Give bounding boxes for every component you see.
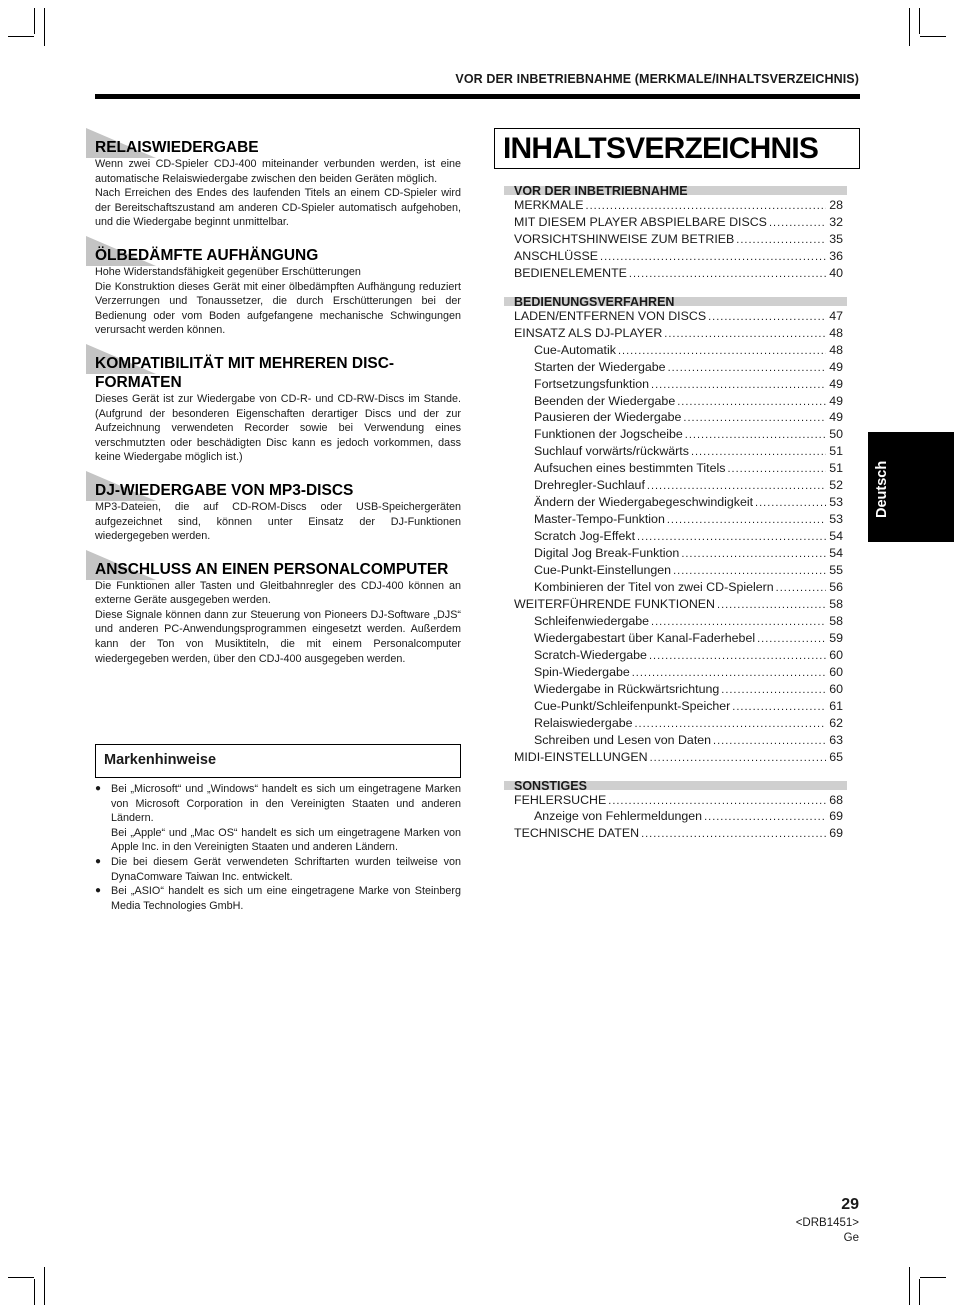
toc-entry-label: TECHNISCHE DATEN xyxy=(514,826,640,841)
language-tab xyxy=(868,432,954,542)
toc-entry xyxy=(514,249,843,266)
toc-entry xyxy=(514,326,843,343)
toc-group xyxy=(514,293,843,767)
feature-paragraph: Nach Erreichen des Endes des laufenden Titels an einem CD-Spieler wird der Bereitschaftszustand am anderen CD-Spieler automatisch aufgehoben, und die Wiedergabe beginnt unmittelbar. xyxy=(95,187,461,229)
toc-group-heading xyxy=(514,777,843,791)
toc-entry-label: Aufsuchen eines bestimmten Titels xyxy=(534,461,726,476)
trademark-text: Bei „Apple“ und „Mac OS“ handelt es sich um eingetragene Marken von Apple Inc. in den Vereinigten Staaten und anderen Ländern. xyxy=(111,826,461,854)
toc-entry xyxy=(514,793,843,810)
toc-entry-label: ANSCHLÜSSE xyxy=(514,248,599,263)
toc-title-box xyxy=(494,128,860,169)
trademark-item xyxy=(95,884,461,913)
crop-mark xyxy=(920,1277,946,1278)
toc-title: INHALTSVERZEICHNIS xyxy=(503,132,819,165)
toc-group-heading xyxy=(514,293,843,307)
toc-entry xyxy=(514,665,843,682)
toc-entry xyxy=(514,394,843,411)
crop-mark xyxy=(909,1267,910,1305)
toc-entry xyxy=(514,682,843,699)
toc-entry-page: 62 xyxy=(829,715,843,730)
trademarks-box xyxy=(95,744,461,778)
dot-leader xyxy=(691,444,826,461)
toc-entry-label: Scratch-Wiedergabe xyxy=(534,647,647,662)
toc-entry xyxy=(514,198,843,215)
toc-entry-label: Suchlauf vorwärts/rückwärts xyxy=(534,444,689,459)
trademark-item xyxy=(95,782,461,826)
dot-leader xyxy=(708,309,826,326)
toc-entry-label: WEITERFÜHRENDE FUNKTIONEN xyxy=(514,596,716,611)
toc-entry-page: 48 xyxy=(829,325,843,340)
toc-entry xyxy=(514,427,843,444)
page-number: 29 xyxy=(841,1196,859,1213)
toc-group xyxy=(514,182,843,283)
toc-entry-page: 35 xyxy=(829,231,843,246)
toc-entry-label: Pausieren der Wiedergabe xyxy=(534,410,682,425)
toc-entry-page: 68 xyxy=(829,792,843,807)
toc-entry-label: FEHLERSUCHE xyxy=(514,792,607,807)
toc-entry-label: Drehregler-Suchlauf xyxy=(534,478,645,493)
toc-entry-page: 47 xyxy=(829,308,843,323)
toc-entry-label: LADEN/ENTFERNEN VON DISCS xyxy=(514,308,707,323)
toc-entry xyxy=(514,377,843,394)
toc-entry xyxy=(514,750,843,767)
dot-leader xyxy=(757,631,826,648)
toc-group-title: BEDIENUNGSVERFAHREN xyxy=(514,294,675,309)
toc-entry-page: 69 xyxy=(829,809,843,824)
feature-heading: KOMPATIBILITÄT MIT MEHREREN DISC-FORMATEN xyxy=(95,354,395,391)
toc-entry xyxy=(514,232,843,249)
toc-entry xyxy=(514,266,843,283)
toc-entry-page: 69 xyxy=(829,826,843,841)
doc-code: <DRB1451> xyxy=(795,1217,859,1229)
toc-entry-page: 53 xyxy=(829,495,843,510)
toc-entry xyxy=(514,716,843,733)
trademark-text: Bei „Microsoft“ und „Windows“ handelt es sich um eingetragene Marken von Microsoft Corporation in den Vereinigten Staaten und anderen Ländern. xyxy=(111,783,461,825)
toc-entry-label: MERKMALE xyxy=(514,198,584,212)
toc-entry-page: 49 xyxy=(829,393,843,408)
dot-leader xyxy=(649,648,826,665)
toc-entry xyxy=(514,648,843,665)
toc-entry-label: Scratch Jog-Effekt xyxy=(534,529,636,544)
features-column xyxy=(95,128,461,672)
dot-leader xyxy=(664,326,826,343)
toc-entry xyxy=(514,563,843,580)
toc-entry-page: 32 xyxy=(829,214,843,229)
toc-entry-label: EINSATZ ALS DJ-PLAYER xyxy=(514,325,663,340)
toc-entry-page: 48 xyxy=(829,342,843,357)
feature-paragraph: MP3-Dateien, die auf CD-ROM-Discs oder USB-Speichergeräten aufgezeichnet sind, können unter Einsatz der DJ-Funktionen wiedergegeben werden. xyxy=(95,500,461,543)
toc-entry-page: 49 xyxy=(829,359,843,374)
toc-entry-page: 65 xyxy=(829,749,843,764)
toc-entry xyxy=(514,360,843,377)
toc-entry xyxy=(514,478,843,495)
header-rule xyxy=(95,94,860,99)
trademark-text: Bei „ASIO“ handelt es sich um eine eingetragene Marke von Steinberg Media Technologies GmbH. xyxy=(111,885,461,912)
toc-entry xyxy=(514,529,843,546)
toc-entry-page: 58 xyxy=(829,613,843,628)
dot-leader xyxy=(732,699,826,716)
toc-entry-label: Schreiben und Lesen von Daten xyxy=(534,732,712,747)
toc-group-heading xyxy=(514,182,843,196)
feature-heading: ÖLBEDÄMFTE AUFHÄNGUNG xyxy=(95,246,319,264)
dot-leader xyxy=(650,750,826,767)
dot-leader xyxy=(704,809,826,826)
toc-entry-label: Kombinieren der Titel von zwei CD-Spielern xyxy=(534,580,774,595)
dot-leader xyxy=(651,614,826,631)
toc-entry xyxy=(514,597,843,614)
feature-paragraph: Hohe Widerstandsfähigkeit gegenüber Erschütterungen xyxy=(95,265,361,278)
toc-entry-label: Spin-Wiedergabe xyxy=(534,664,630,679)
trademarks-title: Markenhinweise xyxy=(104,752,217,768)
dot-leader xyxy=(600,249,826,266)
bullet-icon: ● xyxy=(95,855,102,867)
toc-entry-label: Wiedergabestart über Kanal-Faderhebel xyxy=(534,630,756,645)
dot-leader xyxy=(651,377,826,394)
toc-entry-page: 52 xyxy=(829,478,843,493)
toc-entry-label: Wiedergabe in Rückwärtsrichtung xyxy=(534,681,720,696)
feature-section xyxy=(95,471,461,544)
dot-leader xyxy=(586,198,826,215)
doc-code-block xyxy=(796,1216,859,1246)
crop-mark xyxy=(8,1277,34,1278)
toc-entry xyxy=(514,631,843,648)
dot-leader xyxy=(632,665,826,682)
feature-paragraph: Diese Signale können dann zur Steuerung von Pioneers DJ-Software „DJS“ und anderen PC-Anwendungsprogrammen eingesetzt werden. Außerdem kann der Ton von Musiktiteln, die mit einem Personalcomputer wiedergegeben werden, über den CDJ-400 ausgegeben werden. xyxy=(95,608,461,665)
toc-entry-label: Fortsetzungsfunktion xyxy=(534,376,650,391)
toc-entry-page: 63 xyxy=(829,732,843,747)
toc-group-title: SONSTIGES xyxy=(514,778,587,793)
feature-paragraph: Die Konstruktion dieses Gerät mit einer ölbedämpften Aufhängung reduziert Verzerrungen und Tonaussetzer, die durch Erschütterungen bei der Bedienung oder vom Boden aufgefangene mechanische Schwingungen verursacht werden können. xyxy=(95,280,461,337)
toc-entry-page: 54 xyxy=(829,529,843,544)
crop-mark xyxy=(8,36,34,37)
toc-entry xyxy=(514,580,843,597)
feature-paragraph: Wenn zwei CD-Spieler CDJ-400 miteinander verbunden werden, ist eine automatische Relaiswiedergabe zwischen den beiden Geräten möglich. xyxy=(95,158,461,185)
toc-entry xyxy=(514,733,843,750)
toc-group-title: VOR DER INBETRIEBNAHME xyxy=(514,184,688,198)
running-header: VOR DER INBETRIEBNAHME (MERKMALE/INHALTSVERZEICHNIS) xyxy=(455,72,859,86)
toc-entry-label: Cue-Punkt/Schleifenpunkt-Speicher xyxy=(534,698,731,713)
toc-entry-label: Starten der Wiedergabe xyxy=(534,359,666,374)
crop-mark xyxy=(34,1279,35,1305)
feature-heading: DJ-WIEDERGABE VON MP3-DISCS xyxy=(95,481,354,499)
toc-entry-label: MIDI-EINSTELLUNGEN xyxy=(514,749,648,764)
toc-entry-page: 59 xyxy=(829,630,843,645)
dot-leader xyxy=(618,343,826,360)
toc-entry-page: 60 xyxy=(829,647,843,662)
toc-entry-page: 49 xyxy=(829,376,843,391)
feature-section xyxy=(95,550,461,667)
crop-mark xyxy=(919,1279,920,1305)
toc-entry xyxy=(514,826,843,843)
feature-paragraph: Dieses Gerät ist zur Wiedergabe von CD-R- und CD-RW-Discs im Stande. (Aufgrund der besonderen Eigenschaften derartiger Discs und der zur Aufzeichnung verwendeten Recorder sowie bei Verwendung eines verschmutzten oder beschädigten Disc kann es jedoch vorkommen, dass keine Wiedergabe möglich ist.) xyxy=(95,392,461,464)
dot-leader xyxy=(681,546,826,563)
bullet-icon: ● xyxy=(95,885,102,897)
trademarks-list xyxy=(95,782,461,913)
toc-entry-label: BEDIENELEMENTE xyxy=(514,265,627,280)
toc-entry-page: 55 xyxy=(829,563,843,578)
toc-entry-page: 28 xyxy=(829,198,843,212)
toc-entry-page: 36 xyxy=(829,248,843,263)
toc-entry-label: Anzeige von Fehlermeldungen xyxy=(534,809,703,824)
toc-entry xyxy=(514,410,843,427)
toc-entry xyxy=(514,343,843,360)
toc-entry xyxy=(514,512,843,529)
dot-leader xyxy=(721,682,826,699)
toc-group xyxy=(514,777,843,844)
dot-leader xyxy=(713,733,826,750)
toc-entry-page: 61 xyxy=(829,698,843,713)
dot-leader xyxy=(629,266,826,283)
toc-entry-label: Beenden der Wiedergabe xyxy=(534,393,676,408)
toc-entry-page: 51 xyxy=(829,444,843,459)
toc-entry xyxy=(514,309,843,326)
dot-leader xyxy=(727,461,826,478)
feature-section xyxy=(95,236,461,338)
crop-mark xyxy=(44,8,45,46)
toc-entry-page: 51 xyxy=(829,461,843,476)
feature-heading: ANSCHLUSS AN EINEN PERSONALCOMPUTER xyxy=(95,560,449,578)
toc-entry-page: 58 xyxy=(829,596,843,611)
toc-entry-label: Cue-Punkt-Einstellungen xyxy=(534,563,672,578)
dot-leader xyxy=(755,495,826,512)
dot-leader xyxy=(667,512,826,529)
trademark-item xyxy=(95,826,461,855)
crop-mark xyxy=(44,1267,45,1305)
trademark-item xyxy=(95,855,461,884)
dot-leader xyxy=(683,410,826,427)
crop-mark xyxy=(909,8,910,46)
dot-leader xyxy=(608,793,826,810)
toc-entry xyxy=(514,444,843,461)
dot-leader xyxy=(635,716,827,733)
dot-leader xyxy=(736,232,826,249)
dot-leader xyxy=(673,563,826,580)
dot-leader xyxy=(647,478,826,495)
dot-leader xyxy=(677,394,826,411)
dot-leader xyxy=(776,580,826,597)
crop-mark xyxy=(34,8,35,34)
toc-entry xyxy=(514,546,843,563)
toc-entry-label: Cue-Automatik xyxy=(534,342,616,357)
language-tab-label: Deutsch xyxy=(874,460,890,518)
toc-entry-label: Master-Tempo-Funktion xyxy=(534,512,665,527)
toc-entry-label: MIT DIESEM PLAYER ABSPIELBARE DISCS xyxy=(514,214,767,229)
dot-leader xyxy=(769,215,826,232)
feature-heading: RELAISWIEDERGABE xyxy=(95,139,259,156)
toc-entry-page: 53 xyxy=(829,512,843,527)
crop-mark xyxy=(920,36,946,37)
toc-entry xyxy=(514,614,843,631)
lang-code: Ge xyxy=(843,1232,859,1244)
toc-entry-label: Relaiswiedergabe xyxy=(534,715,633,730)
crop-mark xyxy=(919,8,920,34)
toc-entry xyxy=(514,699,843,716)
toc-entry-page: 50 xyxy=(829,427,843,442)
toc-entry-page: 60 xyxy=(829,681,843,696)
toc-entry-label: Schleifenwiedergabe xyxy=(534,613,650,628)
dot-leader xyxy=(717,597,826,614)
toc-entry xyxy=(514,495,843,512)
toc-entry-page: 49 xyxy=(829,410,843,425)
toc-entry xyxy=(514,461,843,478)
toc-entry-label: Ändern der Wiedergabegeschwindigkeit xyxy=(534,495,754,510)
trademark-text: Die bei diesem Gerät verwendeten Schriftarten wurden teilweise von DynaComware Taiwan Inc. entwickelt. xyxy=(111,855,461,883)
toc-entry-page: 54 xyxy=(829,546,843,561)
bullet-icon: ● xyxy=(95,783,102,794)
toc-entry-page: 60 xyxy=(829,664,843,679)
dot-leader xyxy=(637,529,826,546)
dot-leader xyxy=(641,826,826,843)
toc-entry-label: Digital Jog Break-Funktion xyxy=(534,546,680,561)
toc-entry xyxy=(514,809,843,826)
toc-entry-page: 40 xyxy=(829,265,843,280)
feature-section xyxy=(95,128,461,230)
dot-leader xyxy=(685,427,826,444)
toc-entry-label: Funktionen der Jogscheibe xyxy=(534,427,683,442)
table-of-contents xyxy=(514,182,843,853)
toc-entry xyxy=(514,215,843,232)
feature-section xyxy=(95,344,461,465)
feature-paragraph: Die Funktionen aller Tasten und Gleitbahnregler des CDJ-400 können an externe Geräte ausgegeben werden. xyxy=(95,579,461,607)
toc-entry-label: VORSICHTSHINWEISE ZUM BETRIEB xyxy=(514,231,735,246)
dot-leader xyxy=(668,360,826,377)
toc-entry-page: 56 xyxy=(829,580,843,595)
